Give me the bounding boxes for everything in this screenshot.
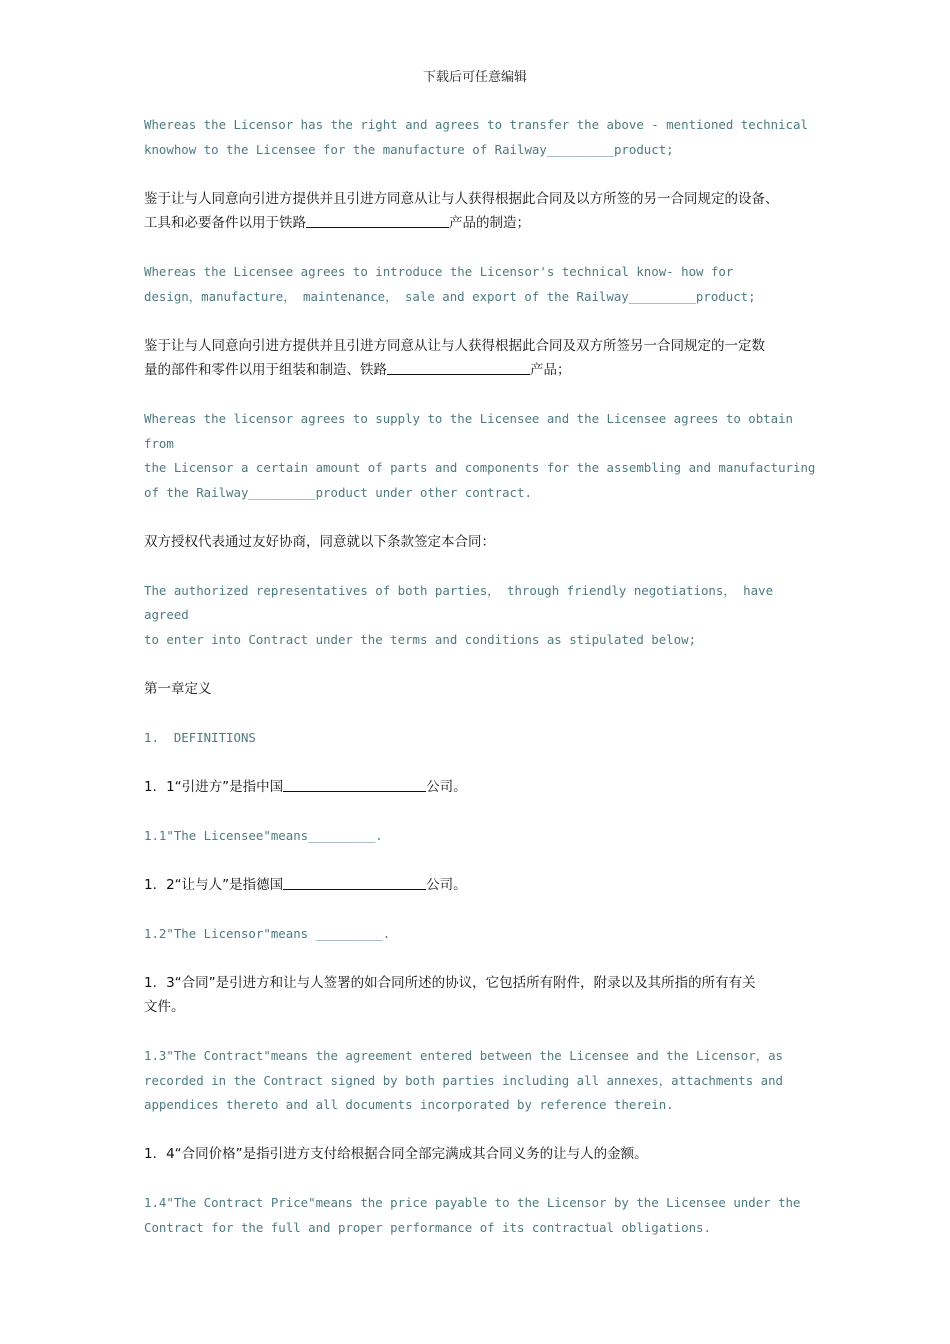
english-paragraph [144, 113, 824, 162]
chinese-paragraph [144, 334, 824, 383]
text-run: 工具和必要备件以用于铁路 [144, 215, 306, 231]
text-line [144, 775, 824, 800]
text-run: Contract for the full and proper performance of its contractual obligations. [144, 1219, 711, 1235]
english-paragraph [144, 260, 824, 309]
text-run: 量的部件和零件以用于组装和制造、铁路 [144, 362, 387, 378]
text-line [144, 1093, 824, 1118]
chinese-paragraph [144, 677, 824, 702]
text-run: 产品； [530, 362, 571, 378]
english-paragraph [144, 922, 824, 947]
chinese-paragraph [144, 775, 824, 800]
english-paragraph [144, 726, 824, 751]
text-run: the Licensor a certain amount of parts and components for the assembling and manufacturing [144, 460, 816, 475]
text-line [144, 1191, 824, 1216]
text-run: 1．2“让与人”是指德国 [144, 876, 284, 893]
text-run: design，manufacture， maintenance， sale and export of the Railway_________product; [144, 288, 756, 304]
text-line [144, 824, 824, 849]
page-header: 下载后可任意编辑 [422, 70, 527, 85]
chinese-paragraph [144, 873, 824, 898]
text-run: to enter into Contract under the terms and conditions as stipulated below; [144, 631, 697, 647]
text-run: 1.1"The Licensee"means_________. [144, 827, 383, 843]
english-paragraph [144, 1191, 824, 1240]
fill-in-blank [306, 212, 449, 228]
text-line [144, 113, 824, 138]
text-line [144, 358, 824, 383]
text-line [144, 677, 824, 702]
text-line [144, 260, 824, 285]
chinese-paragraph [144, 187, 824, 236]
text-run: 1. DEFINITIONS [144, 729, 256, 745]
text-run: 产品的制造； [449, 215, 530, 231]
chinese-paragraph [144, 971, 824, 1020]
text-run: knowhow to the Licensee for the manufacture of Railway_________product; [144, 141, 674, 157]
english-paragraph [144, 579, 824, 653]
english-paragraph [144, 1044, 824, 1118]
text-line [144, 138, 824, 163]
text-line [144, 579, 824, 628]
text-line [144, 187, 824, 212]
text-run: 1.3"The Contract"means the agreement entered between the Licensee and the Licensor，as [144, 1048, 784, 1063]
text-line [144, 922, 824, 947]
text-line [144, 1069, 824, 1094]
chinese-paragraph [144, 1142, 824, 1167]
text-run: 双方授权代表通过友好协商，同意就以下条款签定本合同： [144, 533, 495, 550]
text-line [144, 285, 824, 310]
text-run: 1.4"The Contract Price"means the price payable to the Licensor by the Licensee under the [144, 1195, 801, 1210]
text-line [144, 334, 824, 359]
text-run: appendices thereto and all documents incorporated by reference therein. [144, 1097, 674, 1112]
text-run: Whereas the licensor agrees to supply to the Licensee and the Licensee agrees to obtain from [144, 411, 801, 451]
text-line [144, 873, 824, 898]
text-run: 公司。 [426, 778, 467, 795]
text-run: The authorized representatives of both parties， through friendly negotiations， have agreed [144, 582, 781, 622]
text-run: recorded in the Contract signed by both parties including all annexes，attachments and [144, 1072, 784, 1088]
text-line [144, 1044, 824, 1069]
text-run: 1．4“合同价格”是指引进方支付给根据合同全部完满成其合同义务的让与人的金额。 [144, 1146, 648, 1162]
fill-in-blank [387, 359, 530, 375]
text-run: 1．1“引进方”是指中国 [144, 778, 284, 795]
text-run: 公司。 [426, 876, 467, 893]
text-run: 鉴于让与人同意向引进方提供并且引进方同意从让与人获得根据此合同及双方所签另一合同规定的一定数 [144, 337, 765, 354]
text-run: 第一章定义 [144, 680, 212, 697]
text-run: of the Railway_________product under other contract. [144, 484, 532, 500]
text-line [144, 456, 824, 481]
text-line [144, 971, 824, 996]
text-line [144, 211, 824, 236]
text-run: Whereas the Licensee agrees to introduce the Licensor's technical know- how for [144, 264, 734, 279]
text-line [144, 628, 824, 653]
text-line [144, 481, 824, 506]
text-run: 1.2"The Licensor"means _________. [144, 925, 391, 941]
text-line [144, 530, 824, 555]
document-body [144, 113, 824, 1265]
text-run: 文件。 [144, 999, 185, 1015]
text-run: 鉴于让与人同意向引进方提供并且引进方同意从让与人获得根据此合同及以方所签的另一合同规定的设备、 [144, 190, 779, 207]
english-paragraph [144, 407, 824, 505]
text-line [144, 1142, 824, 1167]
chinese-paragraph [144, 530, 824, 555]
text-run: 1．3“合同”是引进方和让与人签署的如合同所述的协议，它包括所有附件，附录以及其所指的所有有关 [144, 974, 756, 991]
fill-in-blank [283, 776, 426, 792]
text-line [144, 726, 824, 751]
text-line [144, 995, 824, 1020]
text-line [144, 407, 824, 456]
text-run: Whereas the Licensor has the right and agrees to transfer the above - mentioned technical [144, 117, 808, 132]
text-line [144, 1216, 824, 1241]
fill-in-blank [283, 874, 426, 890]
english-paragraph [144, 824, 824, 849]
